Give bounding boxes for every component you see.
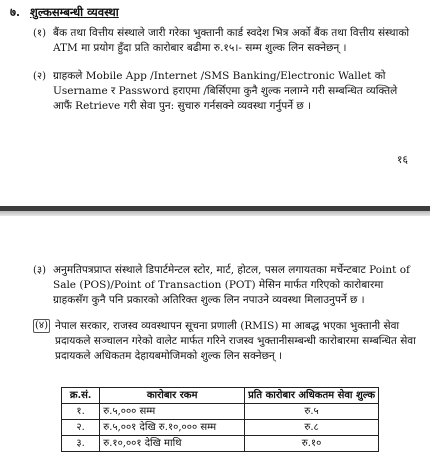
- paragraph-number: (१): [33, 28, 47, 39]
- paragraph-text: नेपाल सरकार, राजस्व व्यवस्थापन सूचना प्रणाली (RMIS) मा आबद्ध भएका भुक्तानी सेवा प्रदायकले सञ्चालन गरेको वालेट मार्फत गरिने राजस्व भुक्तानीसम्बन्धी कारोबारमा सम्बन्धित सेवा प्रदायकले अधिकतम देहायबमोजिमको शुल्क लिन सक्नेछन् ।: [55, 320, 416, 362]
- table-row: [62, 436, 379, 452]
- paragraph-4: [33, 319, 418, 364]
- paragraph-number: (४): [35, 320, 49, 331]
- section-title: शुल्कसम्बन्धी व्यवस्था: [30, 5, 119, 19]
- paragraph-text: अनुमतिपत्रप्राप्त संस्थाले डिपार्टमेन्टल स्टोर, मार्ट, होटल, पसल लगायतका मर्चेन्टबाट Point of Sale (POS)/Point of Transaction (POT) मेसिन मार्फत गरिएको कारोबारमा ग्राहकसँग कुनै पनि प्रकारको अतिरिक्त शुल्क लिन नपाउने व्यवस्था मिलाउनुपर्ने छ ।: [53, 264, 410, 306]
- table-header-row: [62, 388, 379, 404]
- column-header-amount: कारोबार रकम: [100, 388, 245, 404]
- table-row: [62, 404, 379, 420]
- cell-fee: रु.८: [245, 420, 379, 436]
- paragraph-number: (२): [33, 71, 47, 82]
- lower-document-page: [0, 216, 430, 457]
- section-number: ७.: [10, 5, 20, 19]
- column-header-serial: क्र.सं.: [62, 388, 100, 404]
- fee-table: [61, 387, 379, 452]
- paragraph-number: (३): [33, 265, 47, 276]
- cell-amount: रु.५,००१ देखि रु.१०,००० सम्म: [100, 420, 245, 436]
- paragraph-1: [33, 26, 418, 56]
- upper-document-page: [0, 0, 430, 190]
- cell-serial: २.: [62, 420, 100, 436]
- cell-serial: ३.: [62, 436, 100, 452]
- section-heading: [10, 5, 119, 20]
- paragraph-3: [33, 263, 418, 308]
- table-row: [62, 420, 379, 436]
- column-header-fee: प्रति कारोबार अधिकतम सेवा शुल्क: [245, 388, 379, 404]
- cell-amount: रु.५,००० सम्म: [100, 404, 245, 420]
- cell-fee: रु.१०: [245, 436, 379, 452]
- paragraph-2: [33, 69, 418, 114]
- cell-serial: १.: [62, 404, 100, 420]
- paragraph-text: ग्राहकले Mobile App /Internet /SMS Banking/Electronic Wallet को Username र Password हराएमा /बिर्सिएमा कुनै शुल्क नलाग्ने गरी सम्बन्धित व्यक्तिले आफैं Retrieve गरी सेवा पुन: सुचारु गर्नसक्ने व्यवस्था गर्नुपर्ने छ ।: [53, 70, 398, 112]
- cell-amount: रु.१०,००१ देखि माथि: [100, 436, 245, 452]
- page-number: १६: [397, 154, 408, 166]
- page-separator: [0, 190, 430, 216]
- cell-fee: रु.५: [245, 404, 379, 420]
- paragraph-text: बैंक तथा वित्तीय संस्थाले जारी गरेका भुक्तानी कार्ड स्वदेश भित्र अर्को बैंक तथा वित्तीय संस्थाको ATM मा प्रयोग हुँदा प्रति कारोबार बढीमा रु.१५।- सम्म शुल्क लिन सक्नेछन् ।: [53, 27, 410, 54]
